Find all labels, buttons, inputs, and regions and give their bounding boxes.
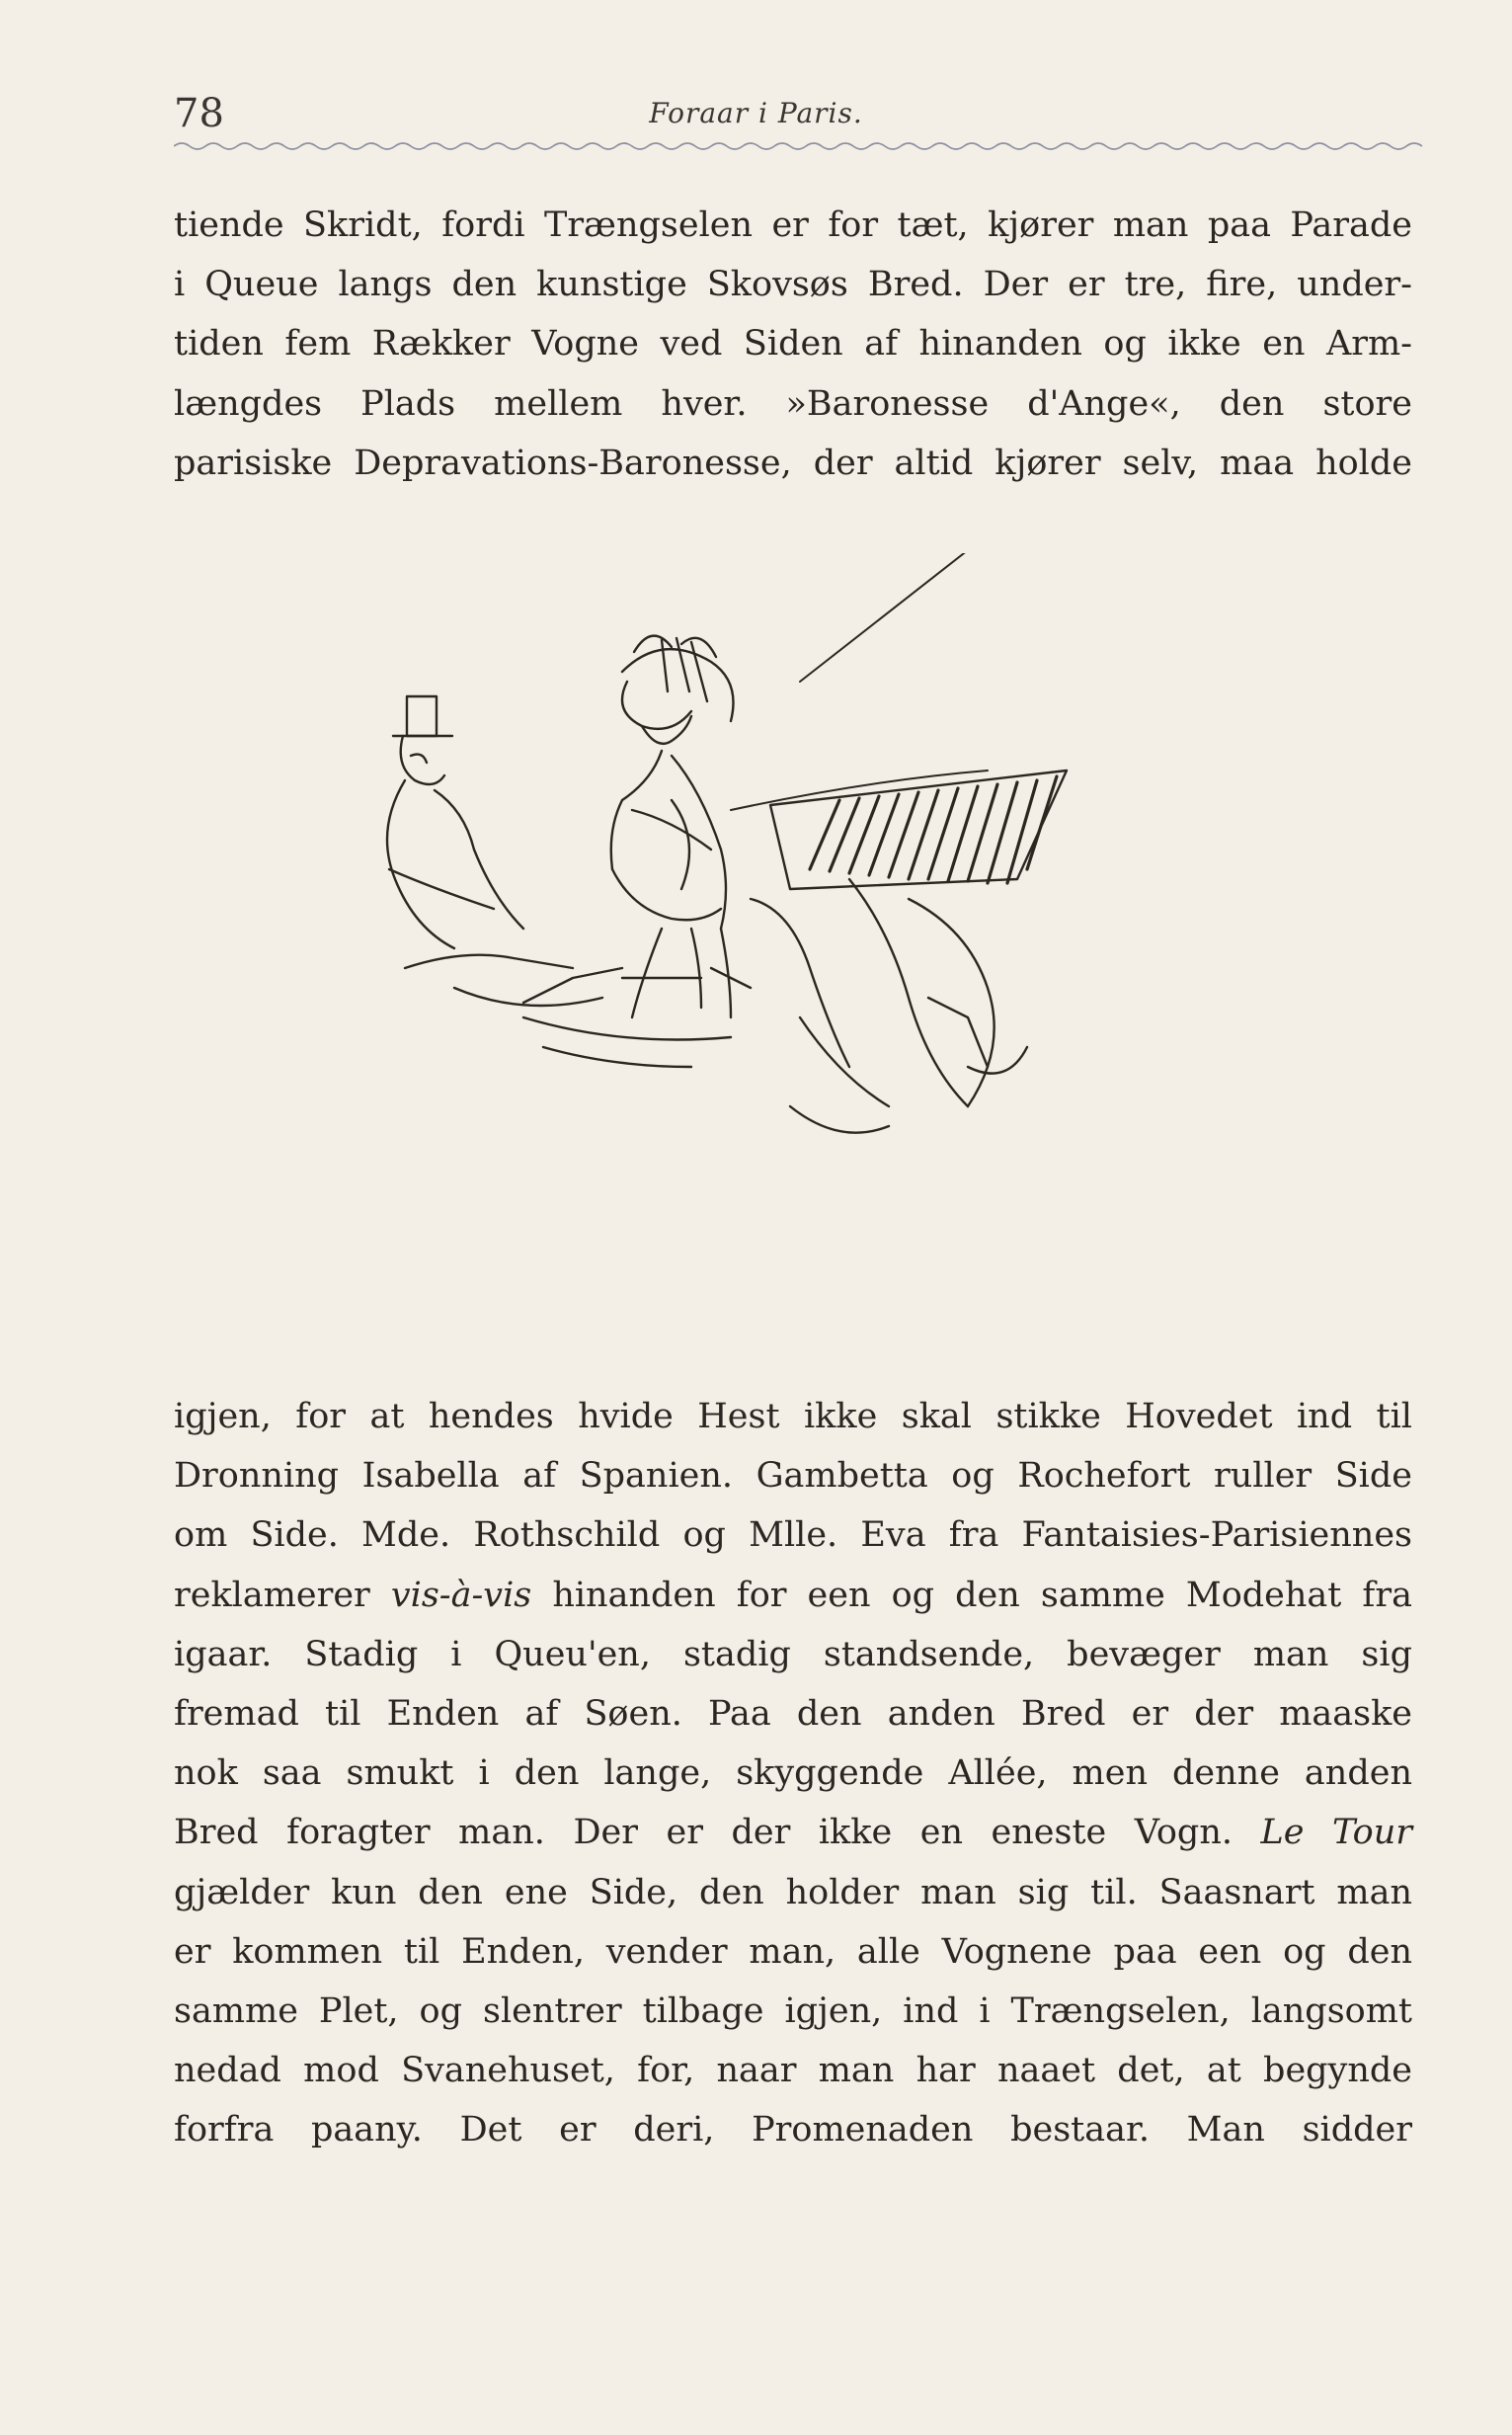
- text-line: tiende Skridt, fordi Trængselen er for tæt, kjører man paa Parade: [174, 205, 1412, 245]
- text-line: er kommen til Enden, vender man, alle Vognene paa een og den: [174, 1931, 1412, 1972]
- text-line: [174, 1803, 1412, 1862]
- ornamental-rule: [174, 138, 1426, 154]
- text-line: parisiske Depravations-Baronesse, der altid kjører selv, maa holde: [174, 443, 1412, 483]
- text-run: Bred foragter man. Der er der ikke en eneste Vogn.: [174, 1813, 1261, 1853]
- text-line: Dronning Isabella af Spanien. Gambetta og Rochefort ruller Side: [174, 1456, 1412, 1497]
- text-line: nok saa smukt i den lange, skyggende Allée, men denne anden: [174, 1753, 1412, 1794]
- text-line: i Queue langs den kunstige Skovsøs Bred. Der er tre, fire, under-: [174, 265, 1412, 305]
- text-line: om Side. Mde. Rothschild og Mlle. Eva fra Fantaisies-Parisiennes: [174, 1515, 1412, 1556]
- running-title: Foraar i Paris.: [649, 97, 863, 129]
- text-line: gjælder kun den ene Side, den holder man sig til. Saasnart man: [174, 1872, 1412, 1912]
- groom-figure: [387, 696, 622, 1006]
- text-line: [174, 1566, 1412, 1625]
- paragraph-top: [174, 196, 1412, 493]
- sketch-illustration: [375, 553, 1244, 1255]
- text-line: igaar. Stadig i Queu'en, stadig standsende, bevæger man sig: [174, 1634, 1412, 1674]
- text-line: fremad til Enden af Søen. Paa den anden Bred er der maaske: [174, 1693, 1412, 1734]
- carriage-dash: [770, 771, 1067, 889]
- whip: [800, 553, 1027, 682]
- text-line: forfra paany. Det er deri, Promenaden bestaar. Man sidder: [174, 2110, 1412, 2151]
- text-line: nedad mod Svanehuset, for, naar man har naaet det, at begynde: [174, 2051, 1412, 2091]
- paragraph-bottom: [174, 1387, 1412, 2159]
- italic-phrase: Le Tour: [1260, 1813, 1412, 1853]
- text-line: tiden fem Rækker Vogne ved Siden af hinanden og ikke en Arm-: [174, 324, 1412, 365]
- text-run: hinanden for een og den samme Modehat fra: [531, 1575, 1412, 1615]
- text-run: reklamerer: [174, 1575, 391, 1615]
- page-number: 78: [174, 91, 224, 136]
- text-line: længdes Plads mellem hver. »Baronesse d'Ange«, den store: [174, 383, 1412, 424]
- italic-phrase: vis-à-vis: [390, 1575, 532, 1615]
- lady-figure: [611, 636, 734, 1017]
- carriage-body: [523, 879, 1027, 1133]
- text-line: samme Plet, og slentrer tilbage igjen, ind i Trængselen, langsomt: [174, 1990, 1412, 2031]
- text-line: igjen, for at hendes hvide Hest ikke skal stikke Hovedet ind til: [174, 1397, 1412, 1436]
